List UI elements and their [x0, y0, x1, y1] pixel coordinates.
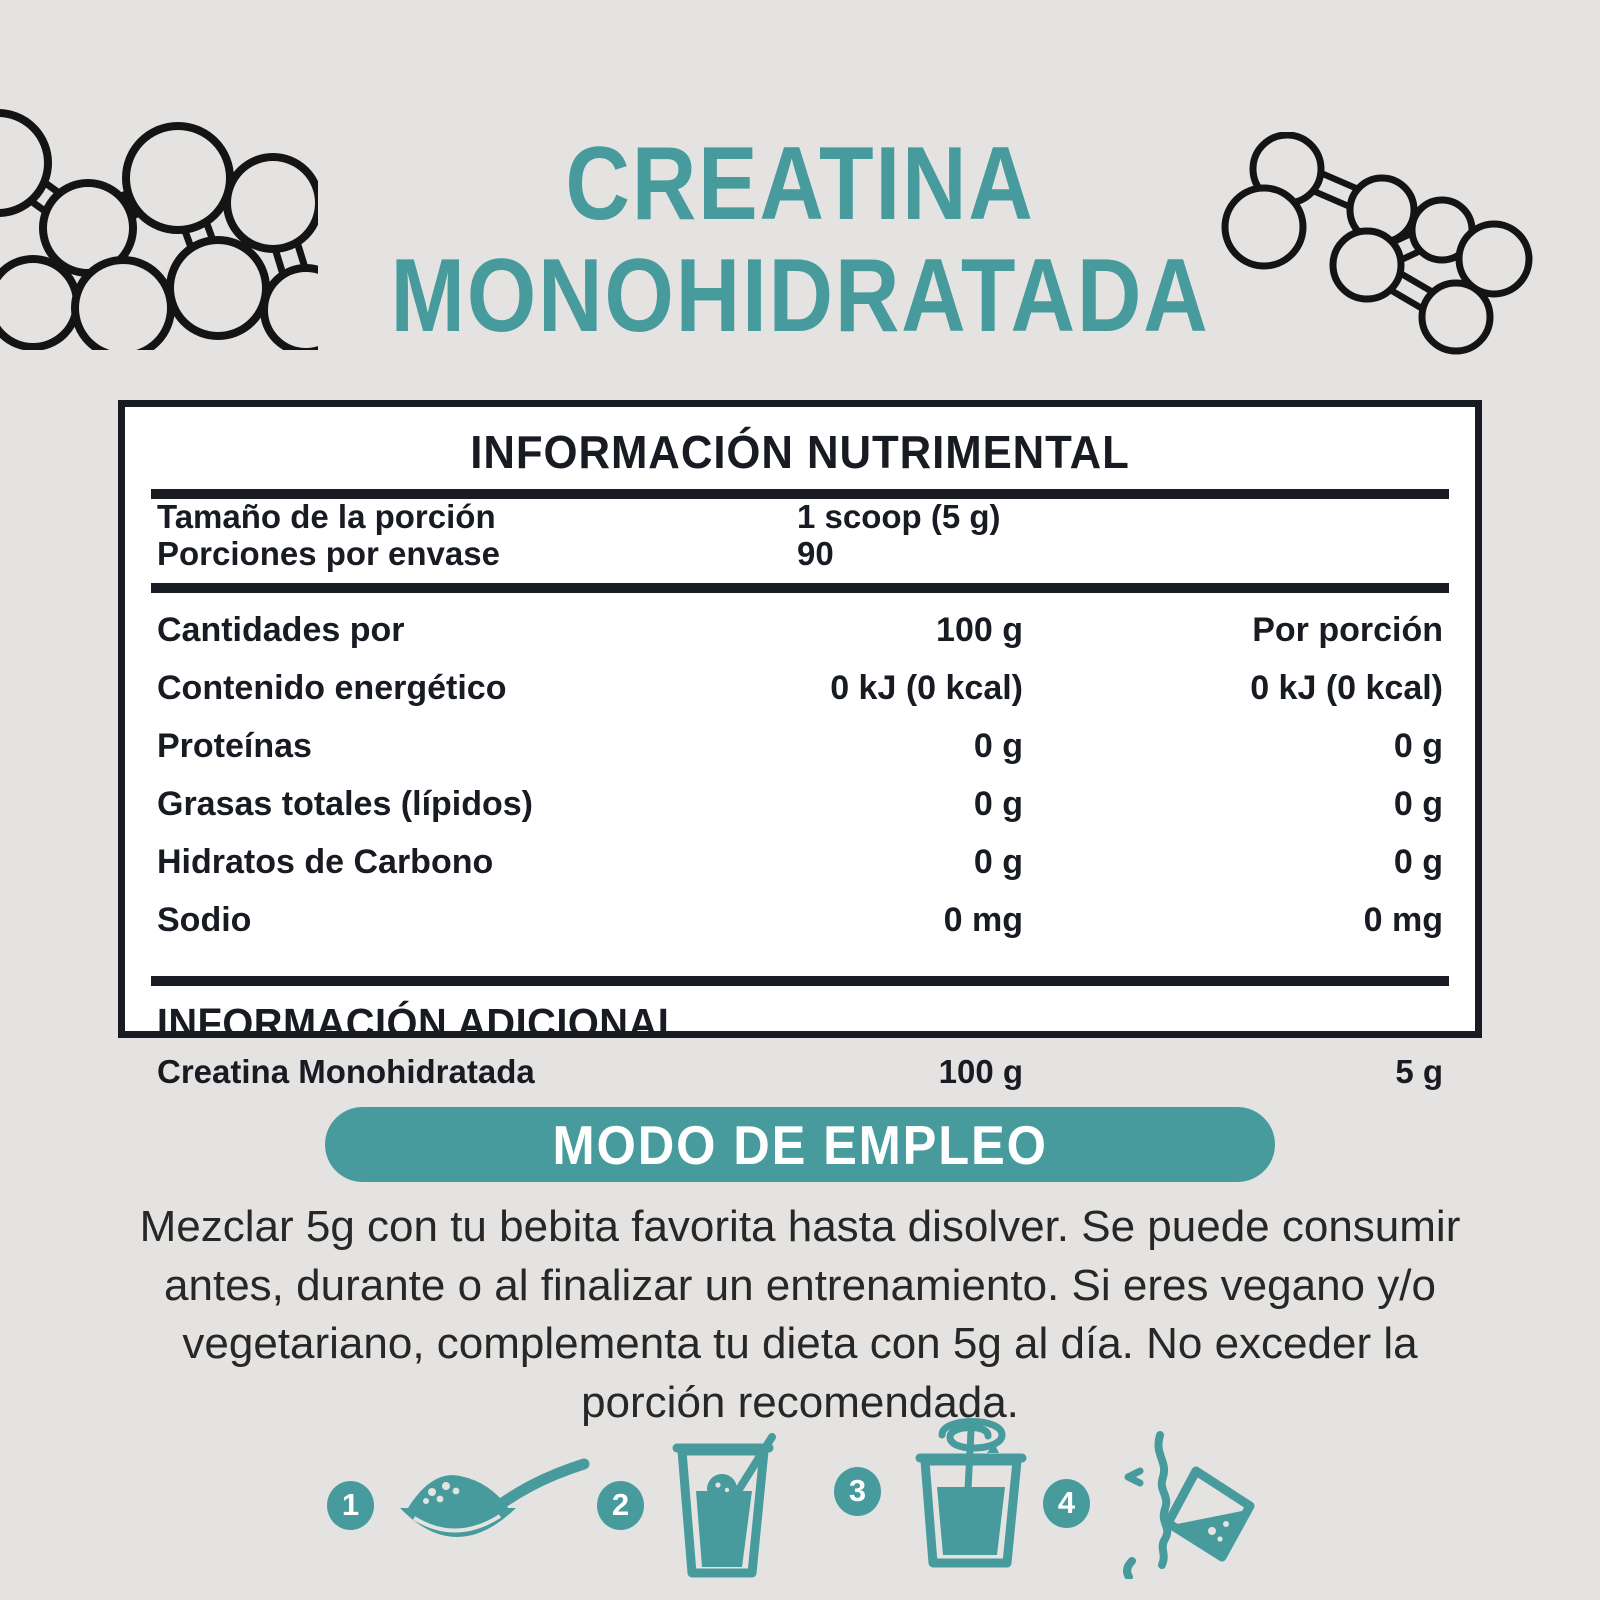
drink-face-icon — [1104, 1427, 1256, 1579]
nutrient-perserving: 0 kJ (0 kcal) — [1250, 668, 1443, 707]
step-number-badge: 2 — [597, 1481, 644, 1530]
nutrient-per100: 0 g — [973, 842, 1023, 881]
nutrient-label: Proteínas — [157, 726, 312, 765]
nutrient-per100: 0 mg — [943, 900, 1023, 939]
serving-size-value: 1 scoop (5 g) — [797, 498, 1001, 535]
nutrient-row-fat — [151, 785, 1449, 824]
step-number-badge: 3 — [834, 1467, 881, 1516]
divider — [151, 976, 1449, 986]
usage-heading-banner — [325, 1107, 1275, 1182]
servings-per-container-value: 90 — [797, 534, 834, 572]
divider — [151, 583, 1449, 593]
usage-instructions-text: Mezclar 5g con tu bebita favorita hasta disolver. Se puede consumir antes, durante o al finalizar un entrenamiento. Si eres vegano y/o vegetariano, complementa tu dieta con 5g al día. No exceder la porción recomendada. — [139, 1202, 1461, 1427]
page-title-line1: CREATINA — [565, 126, 1035, 242]
usage-step-3 — [834, 1410, 1045, 1572]
amounts-header-perserving: Por porción — [1252, 610, 1443, 649]
usage-step-2 — [597, 1430, 790, 1580]
nutrient-per100: 0 g — [973, 784, 1023, 823]
nutrient-perserving: 0 mg — [1363, 900, 1443, 939]
nutrient-label: Sodio — [157, 900, 252, 939]
ingredient-per100: 100 g — [938, 1052, 1023, 1090]
nutrient-label: Contenido energético — [157, 668, 507, 707]
usage-step-1 — [327, 1442, 596, 1568]
usage-step-4 — [1043, 1428, 1256, 1578]
nutrient-per100: 0 g — [973, 726, 1023, 765]
nutrient-row-protein — [151, 727, 1449, 766]
serving-size-label: Tamaño de la porción — [157, 498, 496, 535]
amounts-header-row — [151, 611, 1449, 650]
amounts-header-per100: 100 g — [936, 610, 1023, 649]
additional-info-row — [151, 1053, 1449, 1091]
nutrient-row-sodium — [151, 901, 1449, 940]
nutrition-facts-panel — [118, 400, 1482, 1090]
nutrient-row-carbs — [151, 843, 1449, 882]
nutrient-per100: 0 kJ (0 kcal) — [830, 668, 1023, 707]
nutrient-row-energy — [151, 669, 1449, 708]
spoon-powder-icon — [388, 1444, 596, 1566]
glass-spoon-icon — [658, 1429, 790, 1581]
additional-info-title: INFORMACIÓN ADICIONAL — [156, 999, 683, 1046]
nutrient-label: Grasas totales (lípidos) — [157, 784, 533, 823]
nutrient-perserving: 0 g — [1393, 784, 1443, 823]
page-title-line2: MONOHIDRATADA — [390, 238, 1210, 355]
step-number-badge: 1 — [327, 1481, 374, 1530]
glass-stir-icon — [895, 1409, 1045, 1573]
servings-per-container-row — [151, 536, 1449, 573]
serving-size-row — [151, 499, 1449, 536]
usage-heading-label: MODO DE EMPLEO — [552, 1113, 1048, 1176]
ingredient-label: Creatina Monohidratada — [157, 1052, 535, 1090]
nutrient-perserving: 0 g — [1393, 842, 1443, 881]
nutrient-perserving: 0 g — [1393, 726, 1443, 765]
nutrition-facts-title: INFORMACIÓN NUTRIMENTAL — [470, 426, 1130, 478]
page-title — [112, 128, 1488, 353]
amounts-header-label: Cantidades por — [157, 610, 405, 649]
step-number-badge: 4 — [1043, 1479, 1090, 1528]
nutrient-label: Hidratos de Carbono — [157, 842, 494, 881]
servings-per-container-label: Porciones por envase — [157, 534, 500, 572]
ingredient-perserving: 5 g — [1395, 1052, 1443, 1090]
